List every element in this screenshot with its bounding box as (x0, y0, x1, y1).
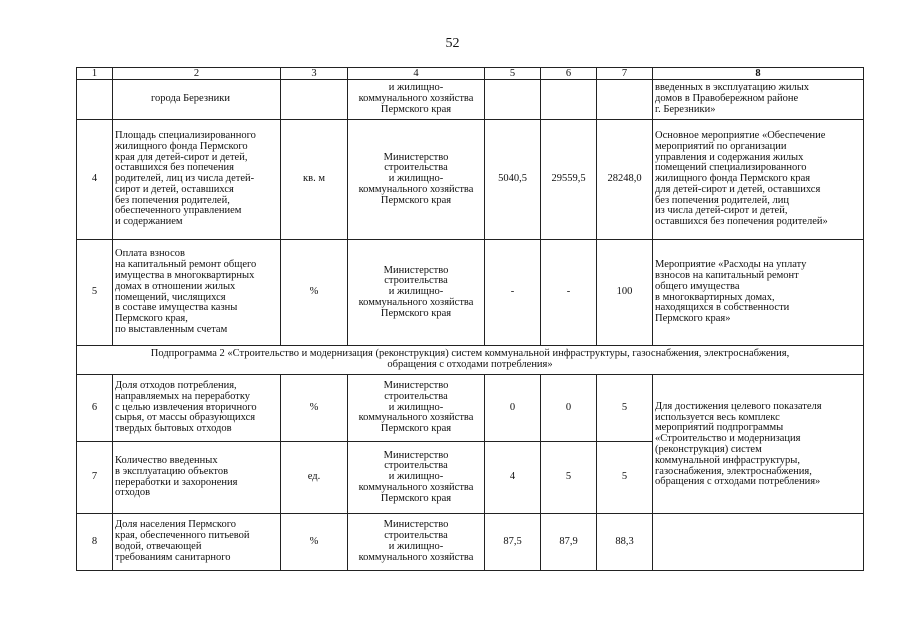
page-number: 52 (445, 36, 460, 51)
indicator-name: Количество введенных в эксплуатацию объектов переработки и захоронения отходов (113, 442, 281, 514)
value-7: 88,3 (597, 514, 653, 571)
subprogram-row (77, 346, 864, 375)
responsible: Министерство строительства и жилищно- коммунального хозяйства (348, 514, 485, 571)
measure-note (653, 514, 864, 571)
value-5: 0 (485, 375, 541, 442)
unit: ед. (281, 442, 348, 514)
value-6: 29559,5 (541, 120, 597, 240)
col-header-2: 2 (113, 68, 281, 80)
responsible: и жилищно- коммунального хозяйства Пермского края (348, 80, 485, 120)
col-header-8: 8 (653, 68, 864, 80)
unit: % (281, 514, 348, 571)
unit: кв. м (281, 120, 348, 240)
table-row (77, 240, 864, 346)
value-7: 5 (597, 375, 653, 442)
value-6: 87,9 (541, 514, 597, 571)
value-7: 100 (597, 240, 653, 346)
value-6: - (541, 240, 597, 346)
col-header-7: 7 (597, 68, 653, 80)
value-7: 28248,0 (597, 120, 653, 240)
measure-note: введенных в эксплуатацию жилых домов в Правобережном районе г. Березники» (653, 80, 864, 120)
unit (281, 80, 348, 120)
value-7 (597, 80, 653, 120)
value-5: 5040,5 (485, 120, 541, 240)
indicator-name: города Березники (113, 80, 281, 120)
value-5: - (485, 240, 541, 346)
value-5: 87,5 (485, 514, 541, 571)
measure-note: Мероприятие «Расходы на уплату взносов на капитальный ремонт общего имущества в многоквартирных домах, находящихся в собственности Пермского края» (653, 240, 864, 346)
responsible: Министерство строительства и жилищно- коммунального хозяйства Пермского края (348, 375, 485, 442)
row-number: 6 (77, 375, 113, 442)
table-row (77, 120, 864, 240)
row-number: 5 (77, 240, 113, 346)
indicator-name: Доля отходов потребления, направляемых на переработку с целью извлечения вторичного сырья, от массы образующихся твердых бытовых отходов (113, 375, 281, 442)
value-5: 4 (485, 442, 541, 514)
unit: % (281, 240, 348, 346)
col-header-4: 4 (348, 68, 485, 80)
responsible: Министерство строительства и жилищно- коммунального хозяйства Пермского края (348, 120, 485, 240)
col-header-1: 1 (77, 68, 113, 80)
row-number: 8 (77, 514, 113, 571)
subprogram-title: Подпрограмма 2 «Строительство и модернизация (реконструкция) систем коммунальной инфраструктуры, газоснабжения, электроснабжения, обращения с отходами потребления» (77, 346, 864, 375)
indicator-name: Доля населения Пермского края, обеспеченного питьевой водой, отвечающей требованиям санитарного (113, 514, 281, 571)
col-header-6: 6 (541, 68, 597, 80)
row-number (77, 80, 113, 120)
table-row (77, 80, 864, 120)
indicator-name: Оплата взносов на капитальный ремонт общего имущества в многоквартирных домах в отношении жилых помещений, числящихся в составе имущества казны Пермского края, по выставленным счетам (113, 240, 281, 346)
row-number: 7 (77, 442, 113, 514)
indicators-table (76, 67, 864, 571)
value-5 (485, 80, 541, 120)
responsible: Министерство строительства и жилищно- коммунального хозяйства Пермского края (348, 442, 485, 514)
value-6: 0 (541, 375, 597, 442)
table-row (77, 514, 864, 571)
col-header-3: 3 (281, 68, 348, 80)
unit: % (281, 375, 348, 442)
responsible: Министерство строительства и жилищно- коммунального хозяйства Пермского края (348, 240, 485, 346)
indicator-name: Площадь специализированного жилищного фонда Пермского края для детей-сирот и детей, оставшихся без попечения родителей, лиц из числа детей- сирот и детей, оставшихся без попечения родителей, обеспеченного управлением и содержанием (113, 120, 281, 240)
col-header-5: 5 (485, 68, 541, 80)
row-number: 4 (77, 120, 113, 240)
value-6 (541, 80, 597, 120)
measure-note: Основное мероприятие «Обеспечение мероприятий по организации управления и содержания жилых помещений специализированного жилищного фонда Пермского края для детей-сирот и детей, оставшихся без попечения родителей, лиц из числа детей-сирот и детей, оставшихся без попечения родителей» (653, 120, 864, 240)
shared-measure-note: Для достижения целевого показателя используется весь комплекс мероприятий подпрограммы «Строительство и модернизация (реконструкция) систем коммунальной инфраструктуры, газоснабжения, электроснабжения, обращения с отходами потребления» (653, 375, 864, 514)
table-row (77, 375, 864, 442)
value-7: 5 (597, 442, 653, 514)
value-6: 5 (541, 442, 597, 514)
column-header-row (77, 68, 864, 80)
